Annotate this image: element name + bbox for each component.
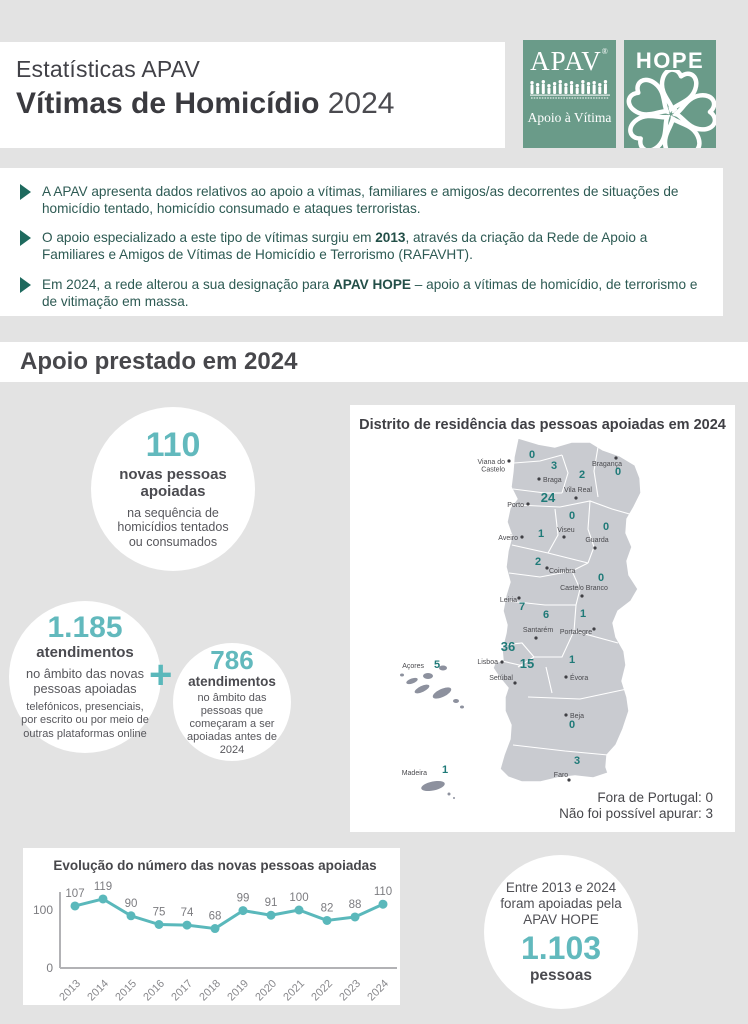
- svg-text:2021: 2021: [281, 977, 308, 1004]
- svg-text:Lisboa: Lisboa: [477, 659, 498, 666]
- bullet-item: [20, 276, 700, 310]
- svg-text:1: 1: [441, 764, 449, 776]
- svg-text:3: 3: [550, 460, 558, 472]
- svg-text:2022: 2022: [309, 977, 336, 1004]
- svg-text:Evolução do número das novas p: Evolução do número das novas pessoas apoiadas: [53, 858, 377, 873]
- svg-text:Coimbra: Coimbra: [549, 568, 576, 575]
- svg-text:119: 119: [93, 880, 113, 893]
- svg-text:0: 0: [568, 719, 576, 731]
- svg-text:Leiria: Leiria: [499, 597, 517, 604]
- stat-title: novas pessoas apoiadas: [119, 466, 227, 500]
- svg-text:0: 0: [614, 466, 622, 478]
- stat-circle-attend-new: [9, 601, 161, 753]
- svg-text:82: 82: [320, 902, 334, 915]
- svg-text:91: 91: [264, 897, 278, 910]
- svg-text:3: 3: [573, 755, 581, 767]
- svg-text:36: 36: [500, 639, 516, 654]
- svg-text:6: 6: [542, 609, 550, 621]
- stat-description: na sequência de homicídios tentados ou consumados: [117, 505, 229, 550]
- svg-text:0: 0: [568, 510, 576, 522]
- stat-value: 786: [210, 645, 254, 676]
- svg-text:Faro: Faro: [553, 772, 569, 779]
- svg-text:24: 24: [540, 490, 556, 505]
- stat-description: no âmbito das pessoas que começaram a ser apoiadas antes de 2024: [187, 692, 277, 756]
- bullet-arrow-icon: [20, 277, 31, 293]
- portugal-districts-map: [350, 405, 735, 832]
- apav-wordmark: APAV®: [530, 46, 609, 76]
- svg-text:Castelo Branco: Castelo Branco: [560, 585, 608, 592]
- svg-text:Setúbal: Setúbal: [489, 675, 513, 682]
- svg-text:0: 0: [528, 449, 536, 461]
- plus-icon: +: [149, 653, 173, 697]
- svg-text:Vila Real: Vila Real: [564, 487, 592, 494]
- page-title: [16, 87, 505, 121]
- stat-title: atendimentos: [188, 674, 276, 690]
- svg-text:2024: 2024: [365, 977, 392, 1004]
- svg-text:1: 1: [568, 654, 576, 666]
- apav-tagline: Apoio à Vítima: [527, 110, 612, 125]
- bullet-text: O apoio especializado a este tipo de vítimas surgiu em 2013, através da criação da Rede de Apoio a Familiares e Amigos de Vítimas de Homicídio e Terrorismo (RAFAVHT).: [42, 230, 648, 263]
- svg-text:5: 5: [433, 659, 441, 671]
- svg-text:Açores: Açores: [402, 663, 424, 670]
- stat-detail: telefónicos, presenciais, por escrito ou por meio de outras plataformas online: [21, 701, 149, 740]
- header-panel: [0, 42, 505, 148]
- svg-text:2017: 2017: [169, 977, 196, 1004]
- intro-bullets: [20, 183, 723, 310]
- registered-icon: ®: [601, 47, 609, 56]
- apav-logo: [523, 40, 616, 148]
- hope-logo: [624, 40, 716, 148]
- people-silhouettes-icon: [528, 77, 612, 103]
- svg-text:1: 1: [579, 608, 587, 620]
- stat-value: 110: [145, 426, 201, 465]
- bullet-item: [20, 229, 700, 263]
- svg-text:2: 2: [534, 556, 542, 568]
- svg-text:88: 88: [348, 898, 362, 911]
- section-title-band: [0, 342, 748, 382]
- svg-text:2: 2: [578, 469, 586, 481]
- svg-text:0: 0: [597, 572, 605, 584]
- page-title-text: Vítimas de Homicídio: [16, 87, 320, 120]
- stat-circle-attend-previous: [173, 643, 291, 761]
- svg-text:0: 0: [602, 521, 610, 533]
- bullet-arrow-icon: [20, 230, 31, 246]
- hope-wordmark: HOPE: [635, 48, 705, 73]
- stat-circle-new-people: [91, 407, 255, 571]
- svg-text:15: 15: [519, 656, 535, 671]
- svg-text:Guarda: Guarda: [585, 537, 609, 544]
- svg-text:90: 90: [124, 897, 138, 910]
- svg-text:Aveiro: Aveiro: [498, 535, 518, 542]
- svg-text:Bragança: Bragança: [592, 461, 622, 468]
- svg-text:Beja: Beja: [570, 713, 585, 720]
- stat-title: pessoas: [529, 966, 593, 984]
- stat-value: 1.103: [520, 929, 602, 966]
- stat-value: 1.185: [47, 611, 123, 645]
- stat-description: no âmbito das novas pessoas apoiadas: [25, 666, 145, 697]
- bullet-item: [20, 183, 700, 217]
- svg-text:99: 99: [236, 892, 250, 905]
- stat-intro: Entre 2013 e 2024 foram apoiadas pela APAV HOPE: [500, 880, 622, 927]
- svg-text:2015: 2015: [113, 977, 140, 1004]
- svg-text:107: 107: [65, 887, 85, 900]
- svg-text:Évora: Évora: [570, 675, 589, 682]
- svg-text:68: 68: [208, 910, 222, 923]
- svg-text:Madeira: Madeira: [401, 770, 427, 777]
- map-note: Não foi possível apurar: 3: [559, 805, 713, 821]
- svg-text:75: 75: [152, 906, 166, 919]
- svg-text:Viseu: Viseu: [557, 527, 575, 534]
- svg-text:Porto: Porto: [507, 502, 524, 509]
- map-note: Fora de Portugal: 0: [597, 789, 713, 805]
- map-panel: [350, 405, 735, 832]
- bullet-arrow-icon: [20, 184, 31, 200]
- svg-text:Santarém: Santarém: [522, 627, 554, 634]
- svg-text:2014: 2014: [85, 977, 112, 1004]
- svg-text:100: 100: [32, 903, 53, 917]
- map-title: Distrito de residência das pessoas apoiadas em 2024: [359, 417, 726, 433]
- svg-text:2020: 2020: [253, 977, 280, 1004]
- stat-title: atendimentos: [36, 644, 134, 662]
- svg-text:100: 100: [289, 892, 309, 904]
- svg-text:74: 74: [180, 907, 194, 920]
- svg-text:Braga: Braga: [543, 477, 562, 484]
- hope-flower-icon: [624, 70, 716, 148]
- svg-text:2019: 2019: [225, 977, 252, 1004]
- svg-text:1: 1: [537, 528, 545, 540]
- page-title-year: 2024: [327, 87, 395, 120]
- stat-circle-total: [484, 855, 638, 1009]
- bullet-text: A APAV apresenta dados relativos ao apoio a vítimas, familiares e amigos/as decorrentes de situações de homicídio tentado, homicídio consumado e ataques terroristas.: [42, 184, 679, 217]
- svg-text:2013: 2013: [57, 977, 84, 1004]
- section-title: Apoio prestado em 2024: [20, 348, 298, 375]
- svg-text:Viana doCastelo: Viana do Castelo: [477, 459, 505, 474]
- svg-text:2016: 2016: [141, 977, 168, 1004]
- intro-panel: [0, 168, 723, 316]
- map-notes: [559, 790, 713, 822]
- svg-text:0: 0: [46, 961, 53, 975]
- svg-text:2018: 2018: [197, 977, 224, 1004]
- evolution-line-chart: [23, 848, 400, 1005]
- bullet-text: Em 2024, a rede alterou a sua designação para APAV HOPE – apoio a vítimas de homicídio, de terrorismo e de vitimação em massa.: [42, 276, 698, 309]
- svg-text:2023: 2023: [337, 977, 364, 1004]
- svg-text:7: 7: [518, 601, 526, 613]
- chart-panel: [23, 848, 400, 1005]
- kicker: Estatísticas APAV: [16, 56, 201, 82]
- svg-text:110: 110: [373, 886, 393, 899]
- svg-text:Portalegre: Portalegre: [559, 629, 593, 636]
